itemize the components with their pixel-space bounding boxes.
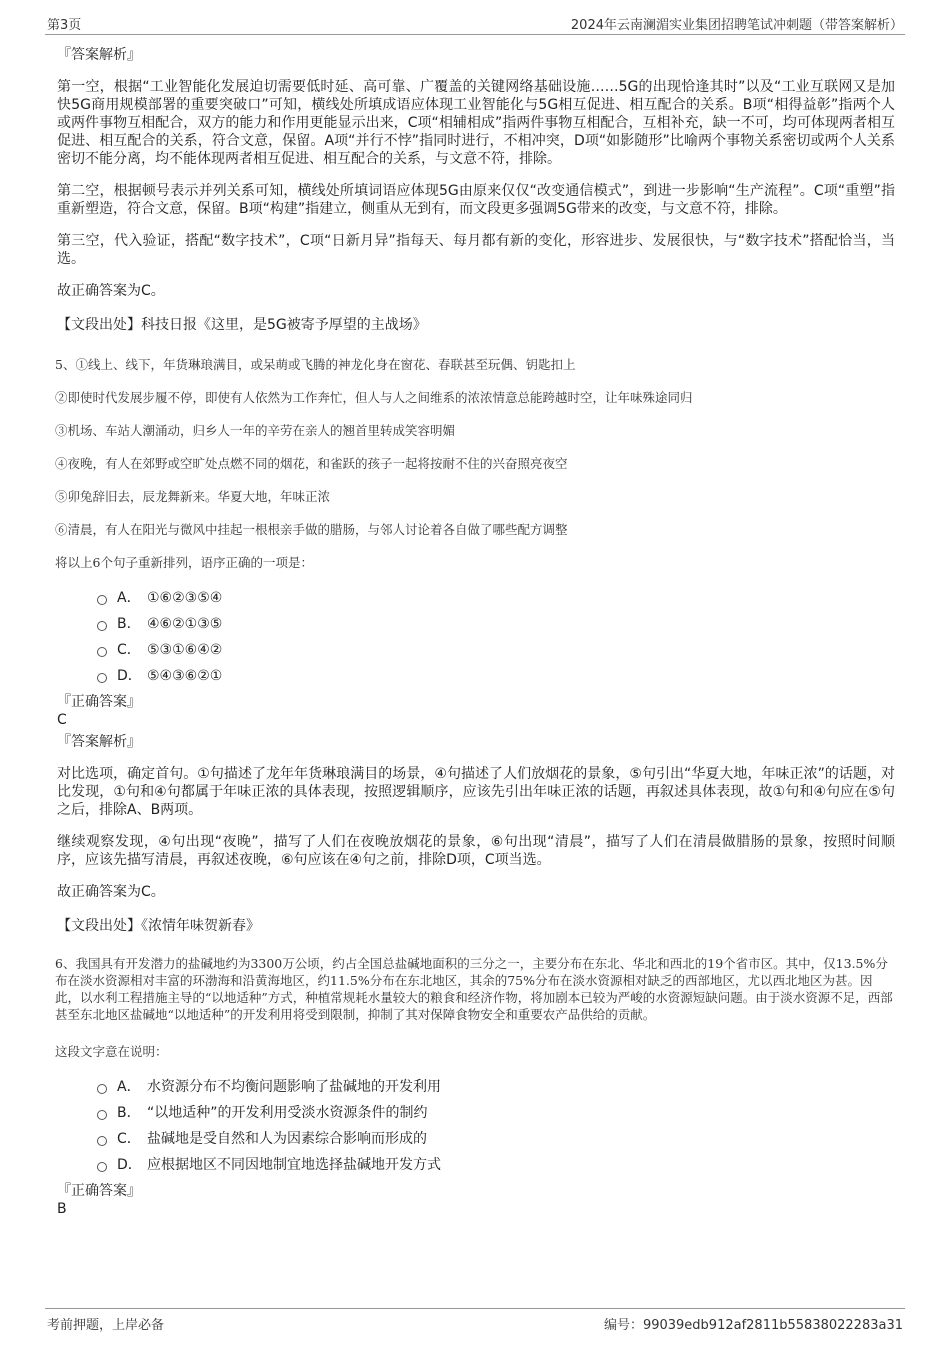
option-letter: D． [117, 1157, 142, 1173]
option-text: ⑤④③⑥②① [147, 668, 223, 684]
page-header [45, 12, 905, 35]
page-number: 第3页 [47, 18, 82, 33]
q5-stem: 5、①线上、线下，年货琳琅满目，或呆萌或飞腾的神龙化身在窗花、春联甚至玩偶、钥匙扣上 [55, 357, 576, 372]
radio-icon[interactable] [97, 647, 107, 657]
q4-conclusion: 故正确答案为C。 [57, 283, 165, 299]
option-letter: B． [117, 616, 141, 632]
option-letter: D． [117, 668, 142, 684]
page-content [55, 44, 895, 1218]
radio-icon[interactable] [97, 1162, 107, 1172]
q5-option-d[interactable] [97, 663, 895, 689]
document-id: 编号：99039edb912af2811b55838022283a31 [603, 1318, 903, 1333]
option-text: ④⑥②①③⑤ [147, 616, 223, 632]
q5-source: 【文段出处】《浓情年味贺新春》 [57, 918, 260, 934]
q6-stem: 6、我国具有开发潜力的盐碱地约为3300万公顷，约占全国总盐碱地面积的三分之一，主要分布在东北、华北和西北的19个省市区。其中，仅13.5%分布在淡水资源相对丰富的环渤海和沿黄海地区，约11.5%分布在东北地区，其余的75%分布在淡水资源相对缺乏的西部地区，尤以西北地区为甚。因此，以水利工程措施主导的“以地适种”方式，种植常规耗水量较大的粮食和经济作物，将加剧本已较为严峻的水资源短缺问题。由于淡水资源不足，西部甚至东北地区盐碱地“以地适种”的开发利用将受到限制，抑制了其对保障食物安全和重要农产品供给的贡献。 [55, 956, 893, 1022]
q6-option-d[interactable] [97, 1152, 895, 1178]
q6-options [97, 1074, 895, 1178]
option-text: ⑤③①⑥④② [147, 642, 223, 658]
radio-icon[interactable] [97, 1110, 107, 1120]
radio-icon[interactable] [97, 621, 107, 631]
q5-option-b[interactable] [97, 611, 895, 637]
footer-slogan: 考前押题，上岸必备 [47, 1318, 165, 1333]
page-footer [45, 1308, 905, 1333]
radio-icon[interactable] [97, 1136, 107, 1146]
q6-answer-label: 『正确答案』 [57, 1183, 141, 1199]
option-text: 盐碱地是受自然和人为因素综合影响而形成的 [147, 1131, 427, 1147]
q5-analysis-p1: 对比选项，确定首句。①句描述了龙年年货琳琅满目的场景，④句描述了人们放烟花的景象，⑤句引出“华夏大地，年味正浓”的话题，对比发现，①句和④句都属于年味正浓的具体表现，按照逻辑顺序，应该先引出年味正浓的话题，再叙述具体表现，故①句和④句应在⑤句之后，排除A、B两项。 [57, 766, 895, 818]
q5-sentence-4: ④夜晚，有人在郊野或空旷处点燃不同的烟花，和雀跃的孩子一起将按耐不住的兴奋照亮夜空 [55, 456, 568, 471]
q6-answer: B [57, 1201, 67, 1217]
option-text: “以地适种”的开发利用受淡水资源条件的制约 [147, 1105, 428, 1121]
q6-option-b[interactable] [97, 1100, 895, 1126]
q5-options [97, 585, 895, 689]
q5-sentence-3: ③机场、车站人潮涌动，归乡人一年的辛劳在亲人的翘首里转成笑容明媚 [55, 423, 456, 438]
q6-prompt: 这段文字意在说明： [55, 1044, 168, 1059]
q5-answer-label: 『正确答案』 [57, 694, 141, 710]
option-letter: B． [117, 1105, 141, 1121]
q5-sentence-5: ⑤卯兔辞旧去，辰龙舞新来。华夏大地，年味正浓 [55, 489, 331, 504]
q5-analysis-label: 『答案解析』 [57, 734, 141, 750]
q5-sentence-6: ⑥清晨，有人在阳光与微风中挂起一根根亲手做的腊肠，与邻人讨论着各自做了哪些配方调整 [55, 522, 568, 537]
option-text: ①⑥②③⑤④ [147, 590, 223, 606]
q5-option-c[interactable] [97, 637, 895, 663]
document-title: 2024年云南澜湄实业集团招聘笔试冲刺题（带答案解析） [570, 18, 903, 33]
q6-option-a[interactable] [97, 1074, 895, 1100]
q5-prompt: 将以上6个句子重新排列，语序正确的一项是： [55, 555, 313, 570]
q4-analysis-label: 『答案解析』 [57, 47, 141, 63]
q5-answer: C [57, 712, 67, 728]
radio-icon[interactable] [97, 673, 107, 683]
option-text: 应根据地区不同因地制宜地选择盐碱地开发方式 [147, 1157, 441, 1173]
q4-analysis-p2: 第二空，根据顿号表示并列关系可知，横线处所填词语应体现5G由原来仅仅“改变通信模式”，到进一步影响“生产流程”。C项“重塑”指重新塑造，符合文意，保留。B项“构建”指建立，侧重从无到有，而文段更多强调5G带来的改变，与文意不符，排除。 [57, 183, 895, 217]
q4-source: 【文段出处】科技日报《这里，是5G被寄予厚望的主战场》 [57, 317, 427, 333]
q5-analysis-p2: 继续观察发现，④句出现“夜晚”，描写了人们在夜晚放烟花的景象，⑥句出现“清晨”，描写了人们在清晨做腊肠的景象，按照时间顺序，应该先描写清晨，再叙述夜晚，⑥句应该在④句之前，排除D项，C项当选。 [57, 834, 895, 868]
option-text: 水资源分布不均衡问题影响了盐碱地的开发利用 [147, 1079, 441, 1095]
q6-option-c[interactable] [97, 1126, 895, 1152]
q5-option-a[interactable] [97, 585, 895, 611]
q4-analysis-p3: 第三空，代入验证，搭配“数字技术”，C项“日新月异”指每天、每月都有新的变化，形容进步、发展很快，与“数字技术”搭配恰当，当选。 [57, 233, 895, 267]
option-letter: C． [117, 642, 141, 658]
q5-conclusion: 故正确答案为C。 [57, 884, 165, 900]
radio-icon[interactable] [97, 595, 107, 605]
radio-icon[interactable] [97, 1084, 107, 1094]
q5-sentence-2: ②即使时代发展步履不停，即使有人依然为工作奔忙，但人与人之间维系的浓浓情意总能跨越时空，让年味殊途同归 [55, 390, 693, 405]
option-letter: A． [117, 590, 141, 606]
q4-analysis-p1: 第一空，根据“工业智能化发展迫切需要低时延、高可靠、广覆盖的关键网络基础设施……5G的出现恰逢其时”以及“工业互联网又是加快5G商用规模部署的重要突破口”可知，横线处所填成语应体现工业智能化与5G相互促进、相互配合的关系。B项“相得益彰”指两个人或两件事物互相配合，双方的能力和作用更能显示出来，C项“相辅相成”指两件事物互相配合，互相补充，缺一不可，均可体现两者相互促进、相互配合的关系，符合文意，保留。A项“并行不悖”指同时进行，不相冲突，D项“如影随形”比喻两个事物关系密切或两个人关系密切不能分离，均不能体现两者相互促进、相互配合的关系，与文意不符，排除。 [57, 79, 895, 167]
option-letter: C． [117, 1131, 141, 1147]
option-letter: A． [117, 1079, 141, 1095]
